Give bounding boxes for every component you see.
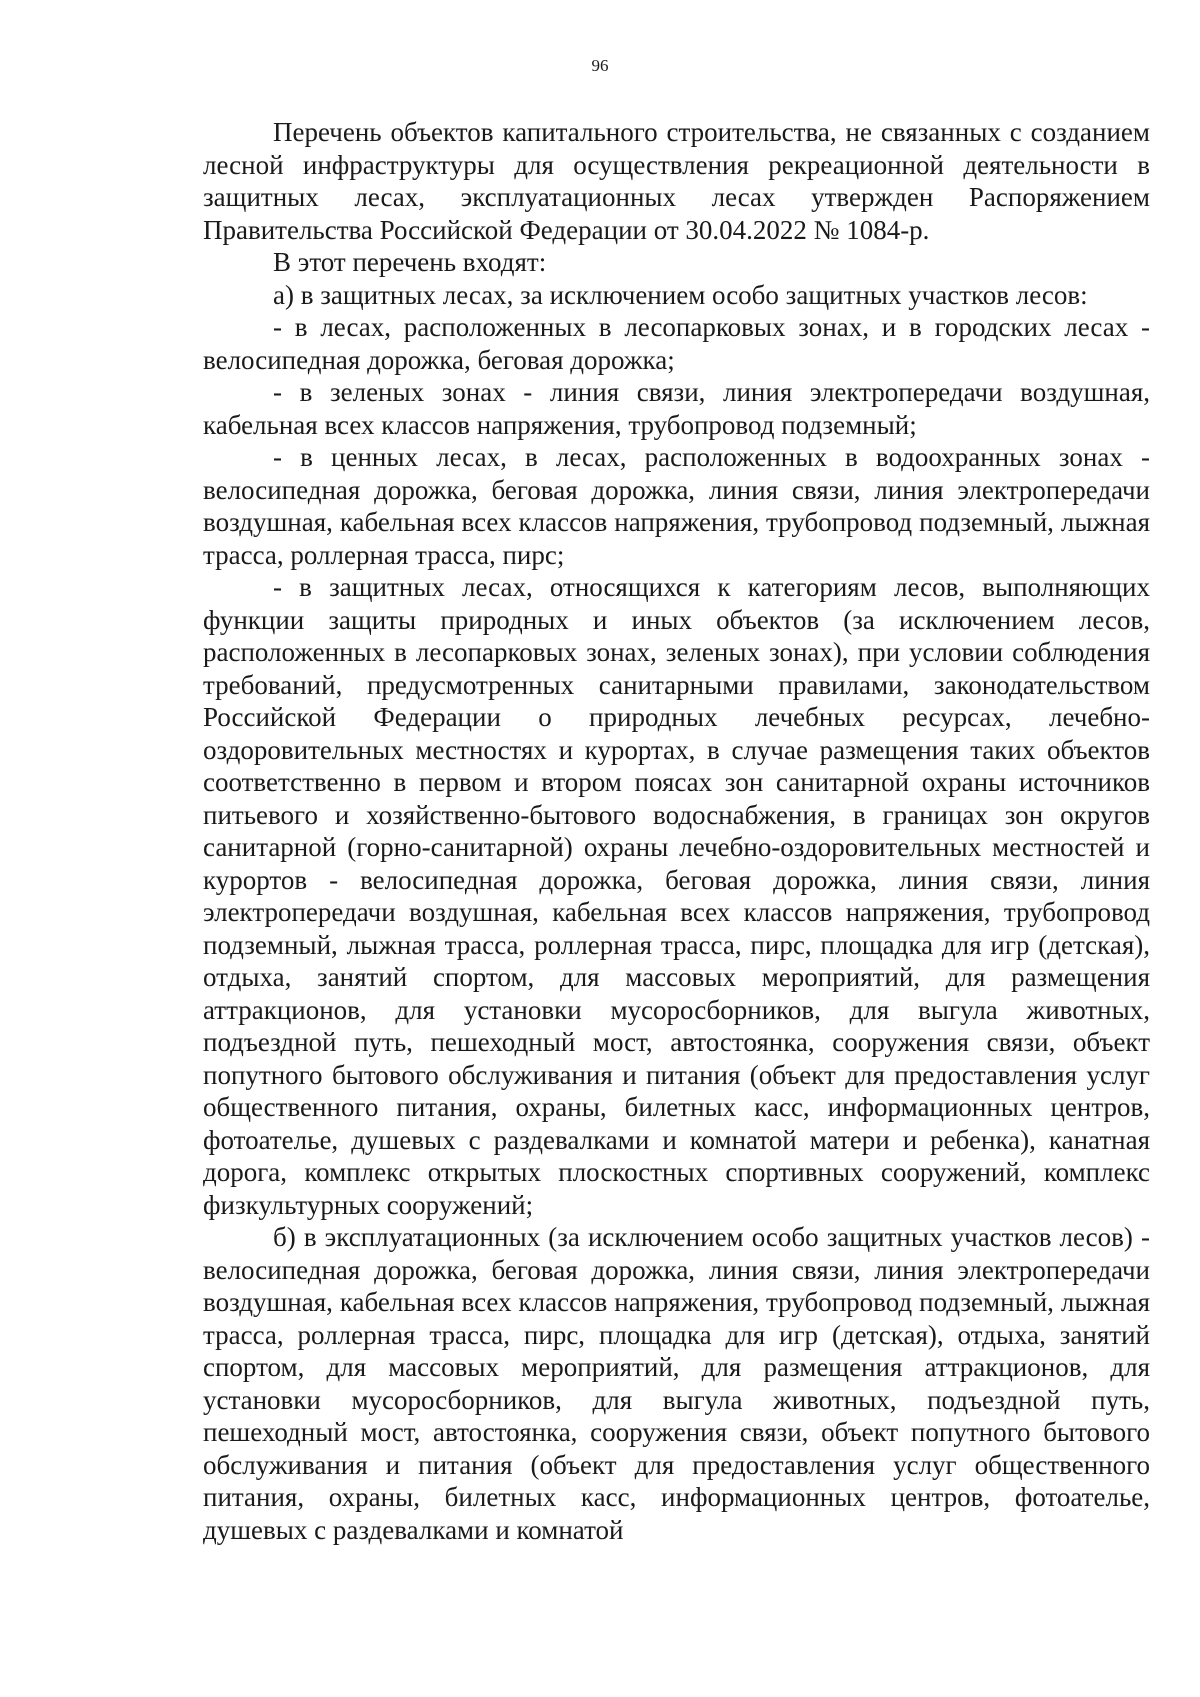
paragraph-forest-park-zones: - в лесах, расположенных в лесопарковых зонах, и в городских лесах - велосипедная дорожка, беговая дорожка; xyxy=(203,312,1150,375)
page-number: 96 xyxy=(591,56,609,75)
paragraph-item-b: б) в эксплуатационных (за исключением особо защитных участков лесов) - велосипедная дорожка, беговая дорожка, линия связи, линия электропередачи воздушная, кабельная всех классов напряжения, трубопровод подземный, лыжная трасса, роллерная трасса, пирс, площадка для игр (детская), отдыха, занятий спортом, для массовых мероприятий, для размещения аттракционов, для установки мусоросборников, для выгула животных, подъездной путь, пешеходный мост, автостоянка, сооружения связи, объект попутного бытового обслуживания и питания (объект для предоставления услуг общественного питания, охраны, билетных касс, информационных центров, фотоателье, душевых с раздевалками и комнатой xyxy=(203,1222,1150,1545)
paragraph-item-a: а) в защитных лесах, за исключением особо защитных участков лесов: xyxy=(273,279,1088,310)
body-text xyxy=(203,116,1150,1546)
paragraph-intro: Перечень объектов капитального строительства, не связанных с созданием лесной инфраструктуры для осуществления рекреационной деятельности в защитных лесах, эксплуатационных лесах утвержден Распоряжением Правительства Российской Федерации от 30.04.2022 № 1084-р. xyxy=(203,117,1150,245)
paragraph-list-intro: В этот перечень входят: xyxy=(273,247,547,277)
paragraph-protective-forests: - в защитных лесах, относящихся к категориям лесов, выполняющих функции защиты природных и иных объектов (за исключением лесов, расположенных в лесопарковых зонах, зеленых зонах), при условии соблюдения требований, предусмотренных санитарными правилами, законодательством Российской Федерации о природных лечебных ресурсах, лечебно-оздоровительных местностях и курортах, в случае размещения таких объектов соответственно в первом и втором поясах зон санитарной охраны источников питьевого и хозяйственно-бытового водоснабжения, в границах зон округов санитарной (горно-санитарной) охраны лечебно-оздоровительных местностей и курортов - велосипедная дорожка, беговая дорожка, линия связи, линия электропередачи воздушная, кабельная всех классов напряжения, трубопровод подземный, лыжная трасса, роллерная трасса, пирс, площадка для игр (детская), отдыха, занятий спортом, для массовых мероприятий, для размещения аттракционов, для установки мусоросборников, для выгула животных, подъездной путь, пешеходный мост, автостоянка, сооружения связи, объект попутного бытового обслуживания и питания (объект для предоставления услуг общественного питания, охраны, билетных касс, информационных центров, фотоателье, душевых с раздевалками и комнатой матери и ребенка), канатная дорога, комплекс открытых плоскостных спортивных сооружений, комплекс физкультурных сооружений; xyxy=(203,572,1150,1220)
paragraph-valuable-forests: - в ценных лесах, в лесах, расположенных в водоохранных зонах - велосипедная дорожка, беговая дорожка, линия связи, линия электропередачи воздушная, кабельная всех классов напряжения, трубопровод подземный, лыжная трасса, роллерная трасса, пирс; xyxy=(203,442,1150,570)
paragraph-green-zones: - в зеленых зонах - линия связи, линия электропередачи воздушная, кабельная всех классов напряжения, трубопровод подземный; xyxy=(203,377,1150,440)
